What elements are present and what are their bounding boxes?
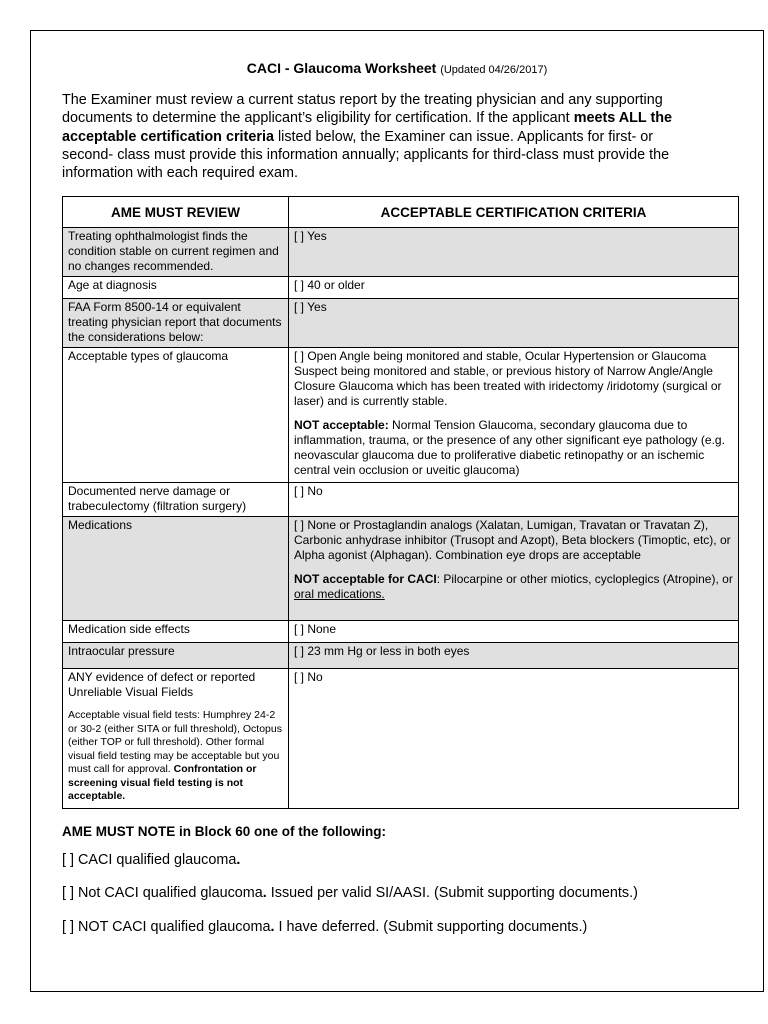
visual-field-text: Acceptable visual field tests: Humphrey 24-2 or 30-2 (either SITA or full threshold), Octopus (either TOP or full threshold). Other formal visual field testing may be acceptable but you must call for approval. xyxy=(68,709,282,775)
not-acceptable-text: : Pilocarpine or other miotics, cycloplegics (Atropine), or xyxy=(436,572,733,586)
criteria-cell: [ ] Yes xyxy=(289,228,739,277)
table-row xyxy=(63,348,739,483)
review-cell: Acceptable types of glaucoma xyxy=(63,348,289,483)
option-rest: I have deferred. (Submit supporting documents.) xyxy=(274,919,588,935)
criteria-cell xyxy=(289,517,739,621)
option-rest: Issued per valid SI/AASI. (Submit supporting documents.) xyxy=(266,885,638,901)
option-caci-qualified xyxy=(62,852,240,868)
note-heading: AME MUST NOTE in Block 60 one of the following: xyxy=(62,824,386,839)
criteria-cell: [ ] No xyxy=(289,483,739,517)
intro-bold-text: meets ALL the acceptable certification criteria xyxy=(62,110,673,145)
option-text: [ ] Not CACI qualified glaucoma xyxy=(62,885,263,901)
table-row xyxy=(63,277,739,299)
worksheet-page xyxy=(30,30,764,992)
table-row xyxy=(63,299,739,348)
criteria-cell: [ ] 23 mm Hg or less in both eyes xyxy=(289,643,739,669)
review-cell: Treating ophthalmologist finds the condition stable on current regimen and no changes recommended. xyxy=(63,228,289,277)
table-row xyxy=(63,669,739,809)
header-acceptable-criteria: ACCEPTABLE CERTIFICATION CRITERIA xyxy=(289,197,739,228)
review-cell: Medications xyxy=(63,517,289,621)
criteria-text: [ ] None or Prostaglandin analogs (Xalatan, Lumigan, Travatan or Travatan Z), Carbonic anhydrase inhibitor (Trusopt and Azopt), Beta blockers (Timoptic, etc), or Alpha agonist (Alphagan). Combination eye drops are acceptable xyxy=(294,518,731,562)
not-acceptable-text: Normal Tension Glaucoma, secondary glaucoma due to inflammation, trauma, or the presence of any other significant eye pathology (e.g. neovascular glaucoma due to proliferative diabetic retinopathy or an ischemic central vein occlusion or uveitic glaucoma) xyxy=(294,418,725,477)
option-text: [ ] CACI qualified glaucoma xyxy=(62,852,237,868)
table-row xyxy=(63,643,739,669)
header-ame-must-review: AME MUST REVIEW xyxy=(63,197,289,228)
not-acceptable-label: NOT acceptable for CACI xyxy=(294,572,437,586)
not-acceptable-note xyxy=(294,418,733,478)
option-period: . xyxy=(236,852,241,868)
table-row xyxy=(63,621,739,643)
option-period: . xyxy=(270,919,275,935)
table-row xyxy=(63,517,739,621)
criteria-cell: [ ] None xyxy=(289,621,739,643)
table-row xyxy=(63,228,739,277)
not-acceptable-note xyxy=(294,572,733,602)
intro-text: The Examiner must review a current status report by the treating physician and any supporting documents to determine the applicant’s eligibility for certification. If the applicant xyxy=(62,92,663,127)
criteria-cell: [ ] 40 or older xyxy=(289,277,739,299)
review-cell xyxy=(63,669,289,809)
criteria-cell: [ ] No xyxy=(289,669,739,809)
visual-field-note xyxy=(68,709,283,804)
table-header-row xyxy=(63,197,739,228)
option-text: [ ] NOT CACI qualified glaucoma xyxy=(62,919,271,935)
page-title xyxy=(31,60,763,76)
option-not-caci-issued xyxy=(62,885,638,901)
intro-paragraph xyxy=(62,91,702,182)
oral-medications-text: oral medications. xyxy=(294,587,385,601)
review-cell: FAA Form 8500-14 or equivalent treating physician report that documents the considerations below: xyxy=(63,299,289,348)
option-period: . xyxy=(262,885,267,901)
option-not-caci-deferred xyxy=(62,919,587,935)
criteria-cell: [ ] Yes xyxy=(289,299,739,348)
criteria-table xyxy=(62,196,739,809)
title-main: CACI - Glaucoma Worksheet xyxy=(246,60,437,76)
review-cell: Age at diagnosis xyxy=(63,277,289,299)
review-cell: Medication side effects xyxy=(63,621,289,643)
review-cell: Intraocular pressure xyxy=(63,643,289,669)
criteria-cell xyxy=(289,348,739,483)
not-acceptable-label: NOT acceptable: xyxy=(294,418,389,432)
visual-field-bold: Confrontation or screening visual field testing is not acceptable. xyxy=(68,763,257,802)
title-updated: (Updated 04/26/2017) xyxy=(440,64,548,76)
review-text: ANY evidence of defect or reported Unreliable Visual Fields xyxy=(68,670,256,699)
table-row xyxy=(63,483,739,517)
intro-text-end: listed below, the Examiner can issue. Applicants for first- or second- class must provide this information annually; applicants for third-class must provide the information with each required exam. xyxy=(62,128,670,182)
criteria-text: [ ] Open Angle being monitored and stable, Ocular Hypertension or Glaucoma Suspect being monitored and stable, or previous history of Narrow Angle/Angle Closure Glaucoma which has been treated with iridectomy /iridotomy (surgical or laser) and is currently stable. xyxy=(294,349,722,408)
review-cell: Documented nerve damage or trabeculectomy (filtration surgery) xyxy=(63,483,289,517)
